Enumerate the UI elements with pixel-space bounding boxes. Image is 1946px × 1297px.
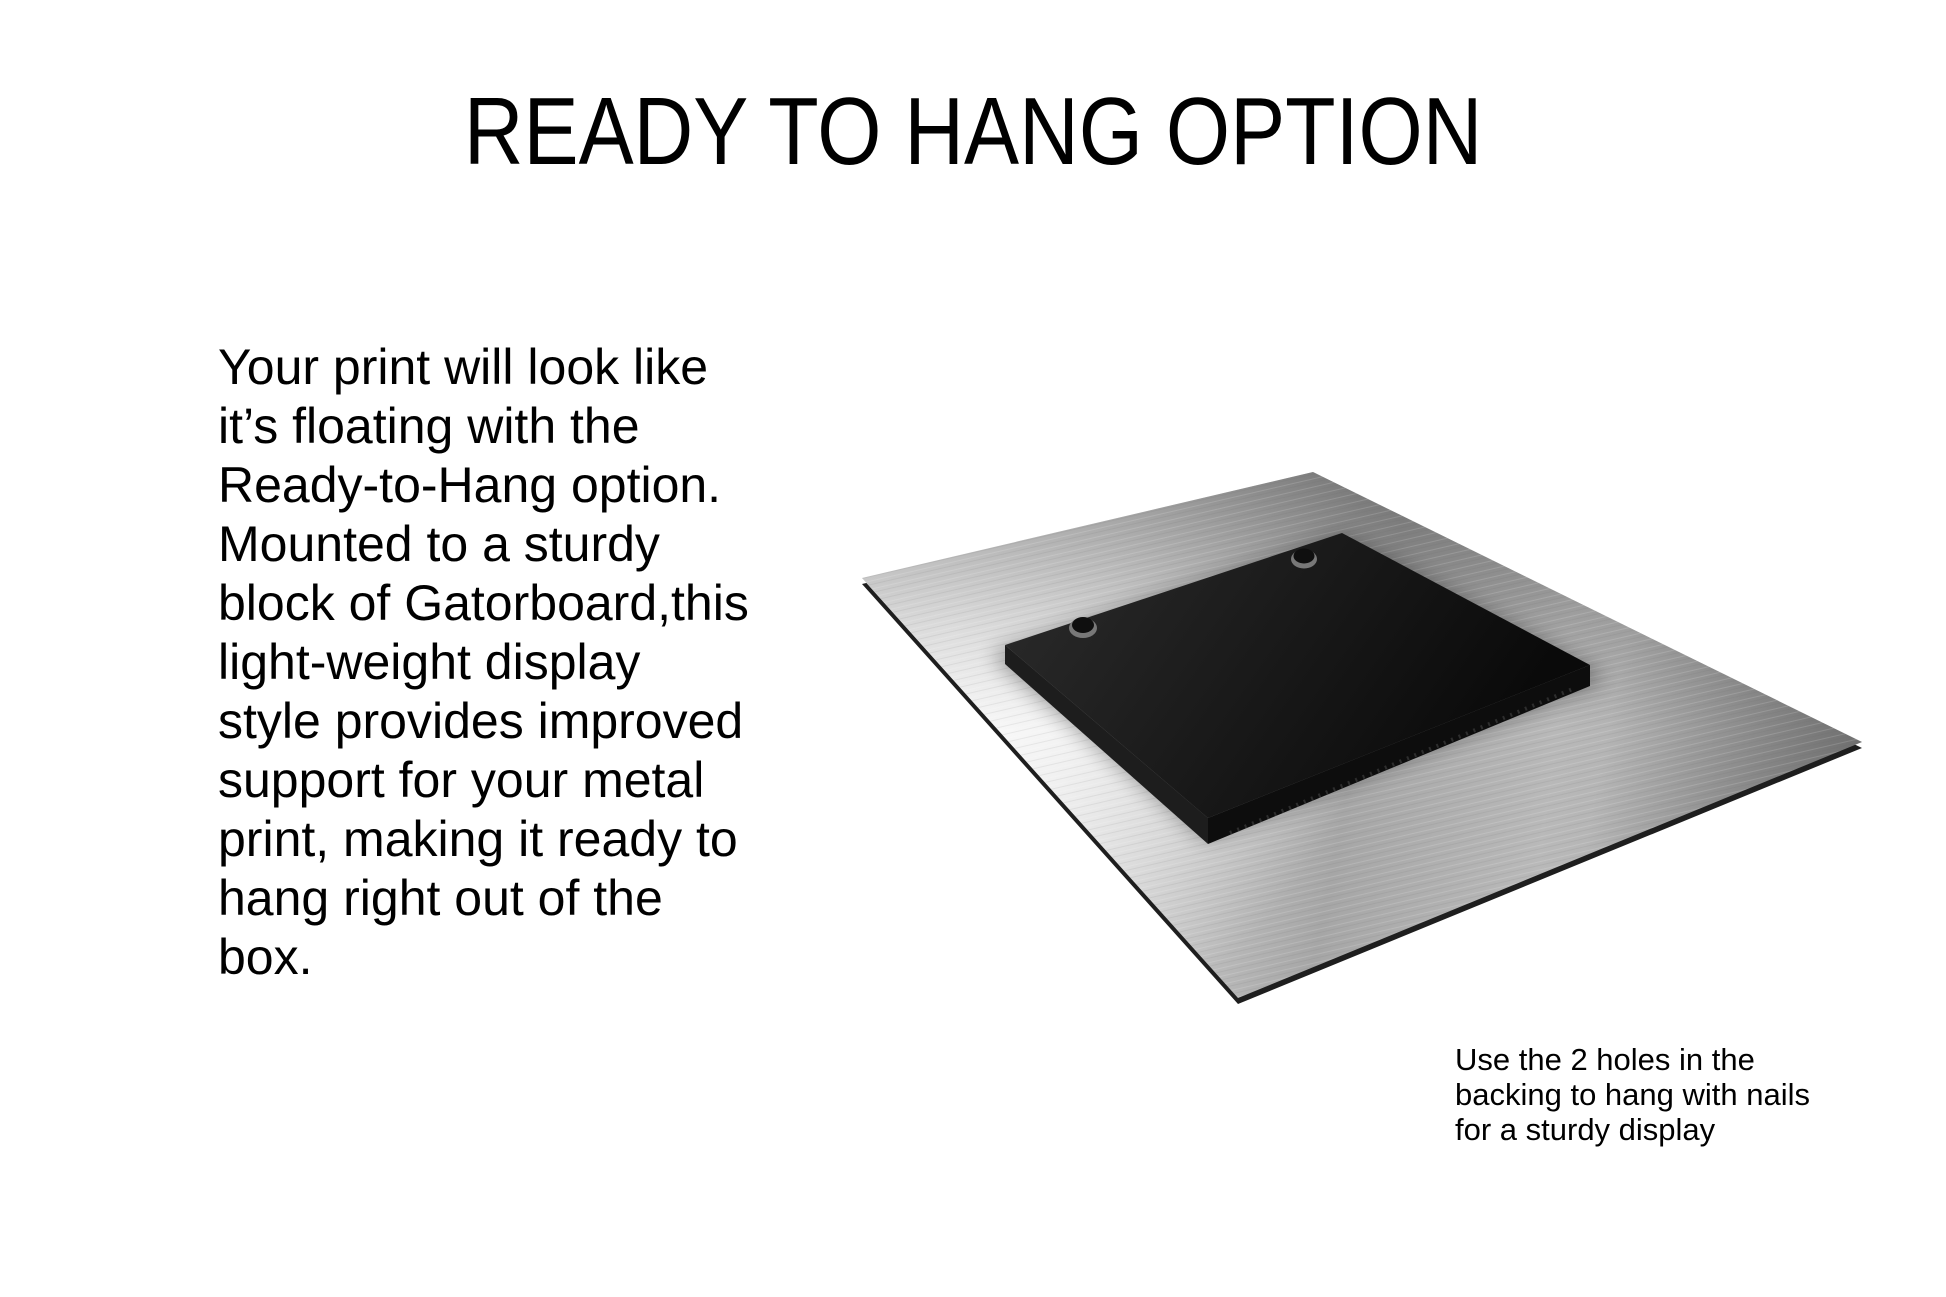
- description-line: support for your metal: [218, 752, 705, 808]
- page-title-text: READY TO HANG OPTION: [463, 78, 1483, 185]
- description-line: it’s floating with the: [218, 398, 640, 454]
- description-line: style provides improved: [218, 693, 744, 749]
- caption-text: [1455, 1042, 1810, 1147]
- caption-line: for a sturdy display: [1455, 1112, 1716, 1147]
- caption-line: Use the 2 holes in the: [1455, 1042, 1755, 1077]
- description-line: hang right out of the: [218, 870, 663, 926]
- description-line: box.: [218, 929, 313, 985]
- description-line: light-weight display: [218, 634, 641, 690]
- description-line: Your print will look like: [218, 339, 709, 395]
- caption-line: backing to hang with nails: [1455, 1077, 1811, 1112]
- description-line: block of Gatorboard,this: [218, 575, 749, 631]
- description-line: Ready-to-Hang option.: [218, 457, 722, 513]
- description-line: print, making it ready to: [218, 811, 738, 867]
- description-line: Mounted to a sturdy: [218, 516, 660, 572]
